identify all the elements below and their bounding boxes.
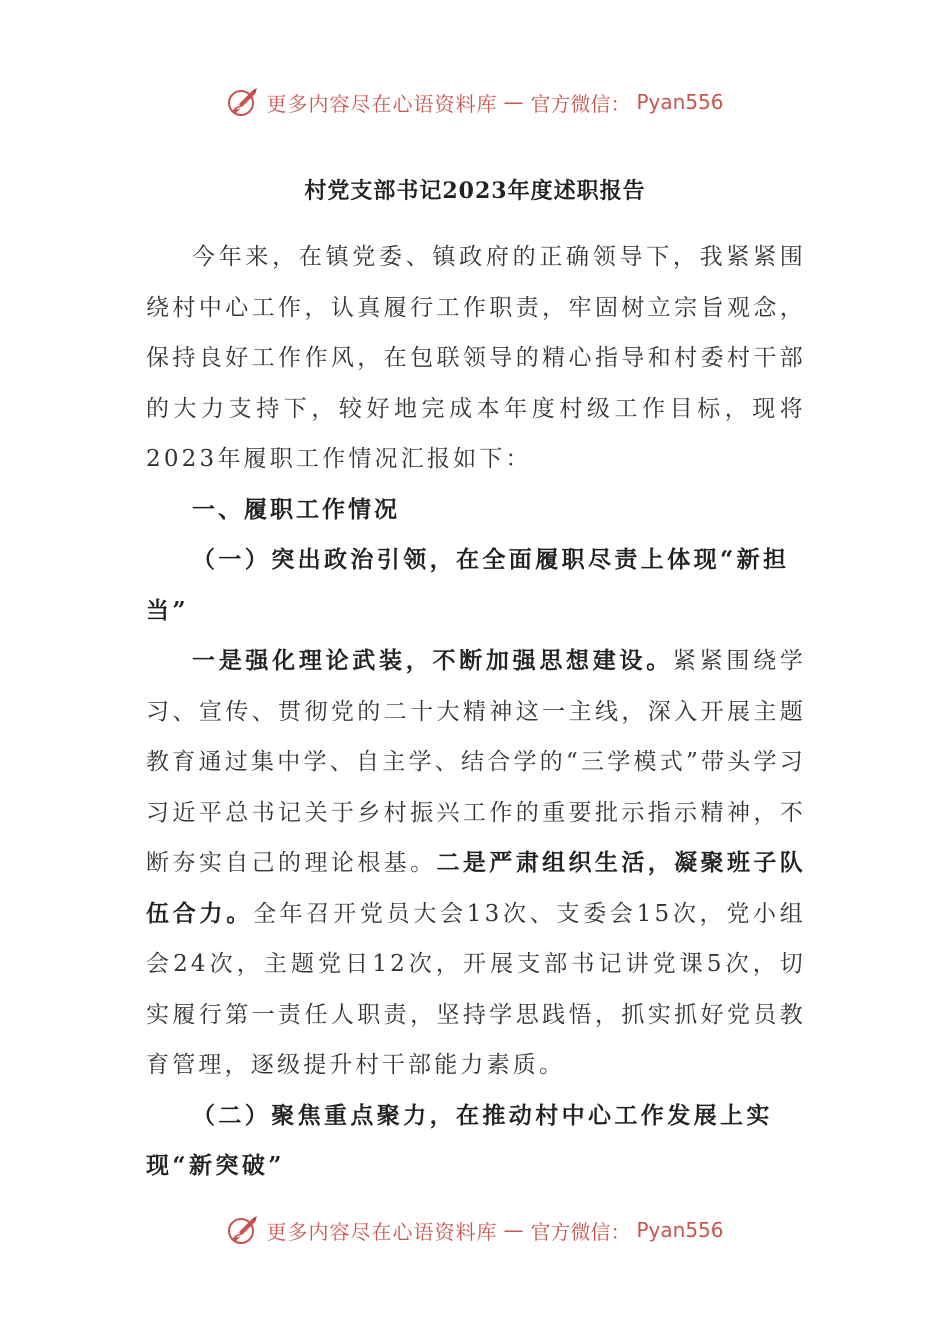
intro-paragraph: 今年来，在镇党委、镇政府的正确领导下，我紧紧围绕村中心工作，认真履行工作职责，牢固树立宗旨观念，保持良好工作作风，在包联领导的精心指导和村委村干部的大力支持下，较好地完成本年度村级工作目标，现将2023年履职工作情况汇报如下： (146, 244, 806, 472)
watermark-wechat-label: 官方微信： (530, 91, 631, 116)
watermark-separator: — (503, 90, 525, 114)
point-1-lead: 一是强化理论武装，不断加强思想建设。 (192, 647, 673, 674)
footer-watermark (0, 1210, 950, 1250)
subsection-heading: （一）突出政治引领，在全面履职尽责上体现“新担当” (146, 546, 790, 624)
header-watermark (0, 82, 950, 122)
point-1-text: 紧紧围绕学习、宣传、贯彻党的二十大精神这一主线，深入开展主题教育通过集中学、自主学、结合学的“三学模式”带头学习习近平总书记关于乡村振兴工作的重要批示指示精神，不断夯实自己的理论根基。 (146, 648, 806, 876)
quill-logo-icon (226, 1213, 260, 1247)
watermark-wechat-id: Pyan556 (636, 90, 724, 114)
point-paragraph (146, 636, 806, 1091)
document-title: 村党支部书记2023年度述职报告 (304, 178, 646, 204)
point-2-lead: 二是严肃组织生活，凝聚班子队伍合力。 (146, 849, 806, 927)
footer-wechat-id: Pyan556 (636, 1218, 724, 1242)
watermark-site-text: 更多内容尽在心语资料库 (266, 91, 498, 116)
section-heading: 一、履职工作情况 (192, 495, 400, 523)
footer-site-text: 更多内容尽在心语资料库 (266, 1219, 498, 1244)
document-body (146, 232, 806, 1192)
point-2-text: 全年召开党员大会13次、支委会15次，党小组会24次，主题党日12次，开展支部书记讲党课5次，切实履行第一责任人职责，坚持学思践悟，抓实抓好党员教育管理，逐级提升村干部能力素质。 (146, 900, 806, 1078)
quill-logo-icon (226, 85, 260, 119)
footer-wechat-label: 官方微信： (530, 1219, 631, 1244)
footer-separator: — (503, 1218, 525, 1242)
subsection-heading-2: （二）聚焦重点聚力，在推动村中心工作发展上实现“新突破” (146, 1101, 773, 1179)
